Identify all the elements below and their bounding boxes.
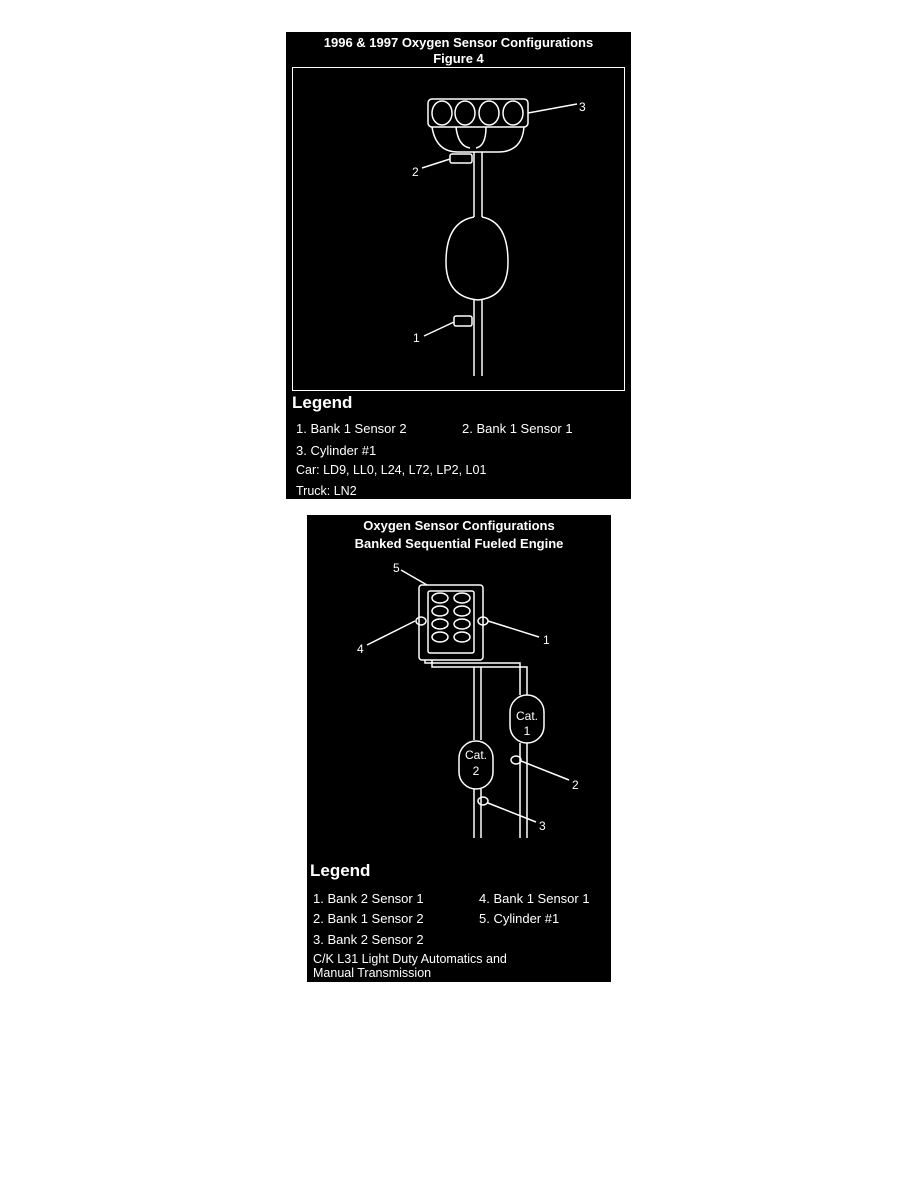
cylinder: [454, 606, 470, 616]
cylinder: [503, 101, 523, 125]
figure-2-legend-item: 2. Bank 1 Sensor 2: [313, 911, 424, 926]
figure-2-note-line2: Manual Transmission: [313, 966, 432, 980]
figure-1-legend-item: 2. Bank 1 Sensor 1: [462, 421, 573, 436]
figure-2-note-line1: C/K L31 Light Duty Automatics and: [313, 952, 507, 966]
cylinder: [454, 593, 470, 603]
cylinder: [454, 619, 470, 629]
figure-2-legend-item: 4. Bank 1 Sensor 1: [479, 891, 590, 906]
callout-3: 3: [579, 100, 586, 114]
figure-1-legend-item: 3. Cylinder #1: [296, 443, 377, 458]
figure-1-subtitle: Figure 4: [433, 51, 484, 66]
figure-1-diagram: [286, 32, 631, 392]
cylinder: [454, 632, 470, 642]
callout-3: 3: [539, 819, 546, 833]
figure-2-legend-item: 1. Bank 2 Sensor 1: [313, 891, 424, 906]
engine-block: [428, 99, 528, 127]
figure-1-car-note: Car: LD9, LL0, L24, L72, LP2, L01: [296, 463, 487, 477]
cylinder: [432, 606, 448, 616]
callout-1: 1: [543, 633, 550, 647]
callout-2: 2: [572, 778, 579, 792]
oxygen-sensor-3: [478, 797, 488, 805]
figure-2-diagram: [307, 515, 611, 855]
cylinder: [432, 101, 452, 125]
figure-1-legend-item: 1. Bank 1 Sensor 2: [296, 421, 407, 436]
figure-2-title: Oxygen Sensor Configurations: [363, 518, 555, 533]
oxygen-sensor-2: [450, 154, 472, 163]
callout-1: 1: [413, 331, 420, 345]
figure-2-legend-heading: Legend: [310, 861, 371, 880]
cat-1-number: 1: [523, 724, 531, 738]
cat-2-number: 2: [472, 764, 480, 778]
catalytic-converter: [446, 217, 508, 300]
oxygen-sensor-1: [454, 316, 472, 326]
exhaust-manifold: [432, 127, 524, 152]
callout-2: 2: [412, 165, 419, 179]
cylinder: [432, 593, 448, 603]
cylinder: [455, 101, 475, 125]
figure-1-legend-heading: Legend: [292, 393, 353, 412]
figure-2-legend-item: 3. Bank 2 Sensor 2: [313, 932, 424, 947]
figure-2-panel: [307, 515, 611, 982]
figure-2-subtitle: Banked Sequential Fueled Engine: [354, 536, 564, 551]
figure-1-title: 1996 & 1997 Oxygen Sensor Configurations: [323, 35, 594, 50]
figure-1-panel: [286, 32, 631, 499]
cylinder: [432, 619, 448, 629]
figure-2-legend-item: 5. Cylinder #1: [479, 911, 560, 926]
exhaust-pipe-bank2: [425, 660, 520, 695]
figure-1-truck-note: Truck: LN2: [296, 484, 357, 498]
oxygen-sensor-4: [416, 617, 426, 625]
cylinder: [432, 632, 448, 642]
callout-5: 5: [393, 561, 400, 575]
callout-4: 4: [357, 642, 364, 656]
cat-1-label: Cat.: [515, 709, 539, 723]
cat-2-label: Cat.: [464, 748, 488, 762]
cylinder: [479, 101, 499, 125]
